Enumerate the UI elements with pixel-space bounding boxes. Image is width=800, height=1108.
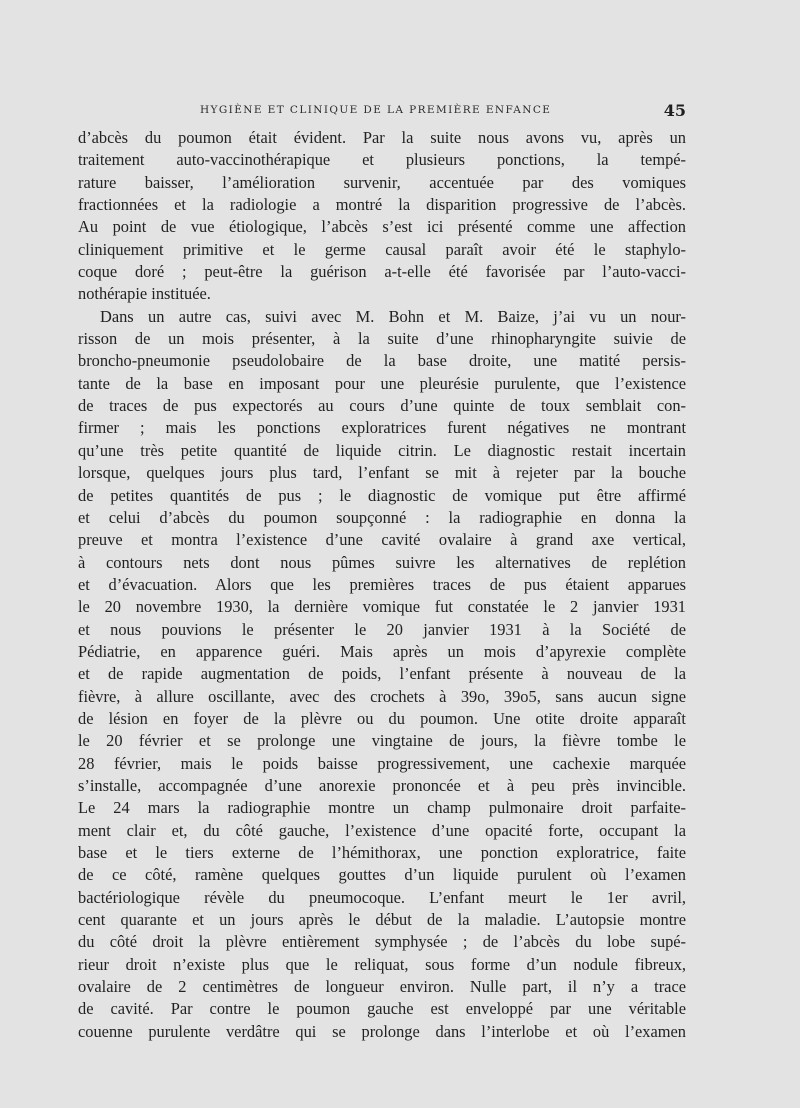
text-line: ment clair et, du côté gauche, l’existence d’une opacité forte, occupant la bbox=[78, 820, 686, 840]
text-line: Pédiatrie, en apparence guéri. Mais après un mois d’apyrexie complète bbox=[78, 641, 686, 661]
body-text bbox=[78, 127, 686, 1043]
text-line: risson de un mois présenter, à la suite d’une rhinopharyngite suivie de bbox=[78, 329, 686, 349]
page-header bbox=[78, 101, 686, 122]
text-line: qu’une très petite quantité de liquide citrin. Le diagnostic restait incertain bbox=[78, 440, 686, 460]
text-line: coque doré ; peut-être la guérison a-t-elle été favorisée par l’auto-vacci- bbox=[78, 262, 686, 282]
paragraph bbox=[78, 306, 686, 1043]
running-title: HYGIÈNE ET CLINIQUE DE LA PREMIÈRE ENFANCE bbox=[200, 104, 552, 116]
paragraph bbox=[78, 127, 686, 306]
text-line: de ce côté, ramène quelques gouttes d’un liquide purulent où l’examen bbox=[78, 865, 686, 885]
text-line: broncho-pneumonie pseudolobaire de la base droite, une matité persis- bbox=[78, 351, 686, 371]
text-line: tante de la base en imposant pour une pleurésie purulente, que l’existence bbox=[78, 373, 686, 393]
text-line: bactériologique révèle du pneumocoque. L’enfant meurt le 1er avril, bbox=[78, 887, 686, 907]
text-line: fractionnées et la radiologie a montré la disparition progressive de l’abcès. bbox=[78, 195, 686, 215]
text-line: le 20 novembre 1930, la dernière vomique fut constatée le 2 janvier 1931 bbox=[78, 597, 686, 617]
text-line: et nous pouvions le présenter le 20 janvier 1931 à la Société de bbox=[78, 619, 686, 639]
text-line: de petites quantités de pus ; le diagnostic de vomique put être affirmé bbox=[78, 485, 686, 505]
text-line: Dans un autre cas, suivi avec M. Bohn et M. Baize, j’ai vu un nour- bbox=[100, 306, 686, 326]
text-line: et de rapide augmentation de poids, l’enfant présente à nouveau de la bbox=[78, 664, 686, 684]
text-line: de cavité. Par contre le poumon gauche est enveloppé par une véritable bbox=[78, 999, 686, 1019]
text-line: du côté droit la plèvre entièrement symphysée ; de l’abcès du lobe supé- bbox=[78, 932, 686, 952]
text-line: le 20 février et se prolonge une vingtaine de jours, la fièvre tombe le bbox=[78, 731, 686, 751]
text-line: couenne purulente verdâtre qui se prolonge dans l’interlobe et où l’examen bbox=[78, 1021, 686, 1041]
text-line: fièvre, à allure oscillante, avec des crochets à 39o, 39o5, sans aucun signe bbox=[78, 686, 686, 706]
text-line: et celui d’abcès du poumon soupçonné : la radiographie en donna la bbox=[78, 507, 686, 527]
text-line: Au point de vue étiologique, l’abcès s’est ici présenté comme une affection bbox=[78, 217, 686, 237]
text-line: cent quarante et un jours après le début de la maladie. L’autopsie montre bbox=[78, 910, 686, 930]
text-line: d’abcès du poumon était évident. Par la suite nous avons vu, après un bbox=[78, 128, 686, 147]
text-line: ovalaire de 2 centimètres de longueur environ. Nulle part, il n’y a trace bbox=[78, 977, 686, 997]
text-line: 28 février, mais le poids baisse progressivement, une cachexie marquée bbox=[78, 753, 686, 773]
text-line: preuve et montra l’existence d’une cavité ovalaire à grand axe vertical, bbox=[78, 530, 686, 550]
text-line: et d’évacuation. Alors que les premières traces de pus étaient apparues bbox=[78, 574, 686, 594]
text-line: lorsque, quelques jours plus tard, l’enfant se mit à rejeter par la bouche bbox=[78, 463, 686, 483]
text-line: à contours nets dont nous pûmes suivre les alternatives de replétion bbox=[78, 552, 686, 572]
text-line: nothérapie instituée. bbox=[78, 284, 211, 304]
text-line: de lésion en foyer de la plèvre ou du poumon. Une otite droite apparaît bbox=[78, 708, 686, 728]
page-number: 45 bbox=[663, 101, 686, 120]
text-line: de traces de pus expectorés au cours d’une quinte de toux semblait con- bbox=[78, 396, 686, 416]
text-line: rieur droit n’existe plus que le reliquat, sous forme d’un nodule fibreux, bbox=[78, 954, 686, 974]
text-line: rature baisser, l’amélioration survenir, accentuée par des vomiques bbox=[78, 172, 686, 192]
text-line: firmer ; mais les ponctions exploratrices furent négatives ne montrant bbox=[78, 418, 686, 438]
text-line: traitement auto-vaccinothérapique et plusieurs ponctions, la tempé- bbox=[78, 150, 686, 170]
text-line: Le 24 mars la radiographie montre un champ pulmonaire droit parfaite- bbox=[78, 798, 686, 818]
text-line: base et le tiers externe de l’hémithorax, une ponction exploratrice, faite bbox=[78, 843, 686, 862]
text-line: cliniquement primitive et le germe causal paraît avoir été le staphylo- bbox=[78, 239, 686, 259]
text-line: s’installe, accompagnée d’une anorexie prononcée et à peu près invincible. bbox=[78, 775, 686, 795]
